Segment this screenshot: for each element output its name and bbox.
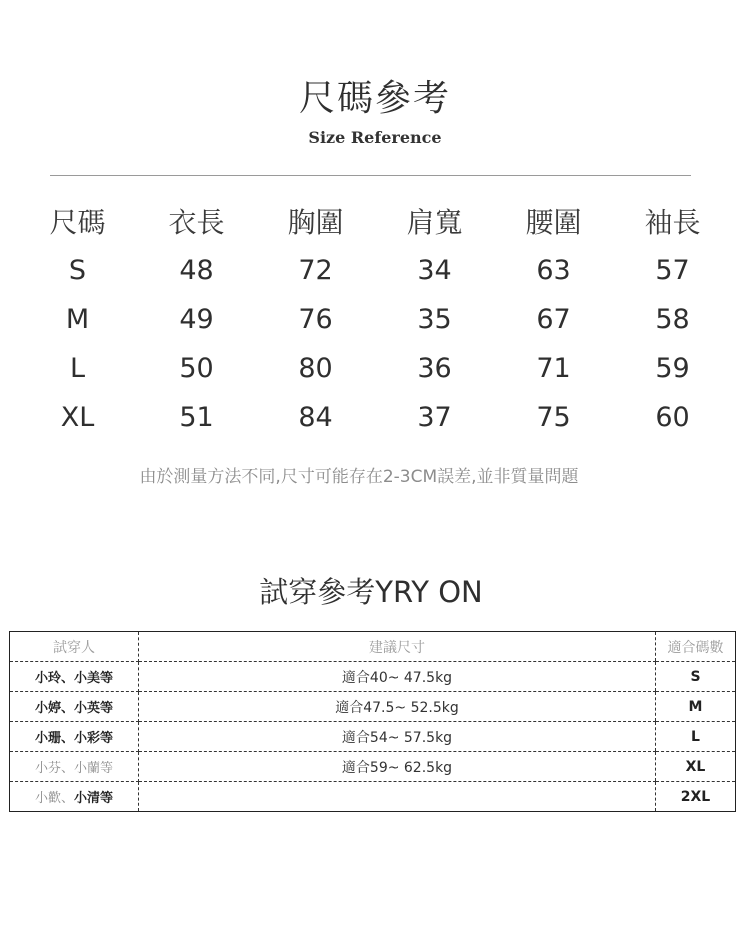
fit-size: 2XL (656, 782, 736, 812)
sleeve-cell: 60 (655, 402, 690, 433)
table-row (10, 782, 736, 812)
name-separator: 、 (60, 791, 74, 806)
column-header: 尺碼 (49, 206, 106, 239)
tester-name: 小美等 (74, 671, 114, 686)
tester-name: 小歡 (34, 791, 61, 806)
table-row (18, 393, 732, 442)
table-row (18, 295, 732, 344)
tester-names (10, 752, 139, 782)
tester-name: 小蘭等 (74, 761, 114, 776)
waist-cell: 63 (536, 255, 571, 286)
tester-names (10, 692, 139, 722)
measurement-note: 由於測量方法不同,尺寸可能存在2-3CM誤差,並非質量問題 (139, 467, 579, 487)
tester-name: 小彩等 (74, 731, 114, 746)
fit-size: M (656, 692, 736, 722)
name-separator: 、 (60, 671, 74, 686)
chest-cell: 80 (298, 353, 333, 384)
try-on-header-row (10, 632, 736, 662)
tester-name: 小芬 (34, 761, 61, 776)
shoulder-cell: 37 (417, 402, 452, 433)
chest-cell: 84 (298, 402, 333, 433)
sleeve-cell: 57 (655, 255, 690, 286)
length-cell: 50 (179, 353, 214, 384)
column-header: 試穿人 (10, 632, 139, 662)
name-separator: 、 (60, 731, 74, 746)
fit-size: XL (656, 752, 736, 782)
size-table-header (18, 196, 732, 246)
length-cell: 49 (179, 304, 214, 335)
name-separator: 、 (60, 701, 74, 716)
page-subtitle: Size Reference (308, 128, 442, 147)
shoulder-cell: 35 (417, 304, 452, 335)
recommended-size: 適合54~ 57.5kg (139, 722, 656, 752)
size-cell: S (68, 255, 87, 286)
size-cell: XL (60, 402, 95, 433)
chest-cell: 76 (298, 304, 333, 335)
shoulder-cell: 36 (417, 353, 452, 384)
length-cell: 48 (179, 255, 214, 286)
tester-name: 小清等 (74, 791, 114, 806)
table-row (18, 246, 732, 295)
tester-name: 小珊 (34, 731, 61, 746)
name-separator: 、 (60, 761, 74, 776)
column-header: 衣長 (168, 206, 225, 239)
try-on-title: 試穿參考YRY ON (259, 575, 483, 609)
table-row (10, 662, 736, 692)
size-cell: M (65, 304, 90, 335)
recommended-size: 適合47.5~ 52.5kg (139, 692, 656, 722)
page-title: 尺碼參考 (298, 78, 451, 119)
length-cell: 51 (179, 402, 214, 433)
sleeve-cell: 58 (655, 304, 690, 335)
waist-cell: 67 (536, 304, 571, 335)
table-row (10, 692, 736, 722)
recommended-size: 適合40~ 47.5kg (139, 662, 656, 692)
recommended-size (139, 782, 656, 812)
table-row (10, 722, 736, 752)
divider (50, 175, 691, 176)
tester-name: 小英等 (74, 701, 114, 716)
tester-name: 小玲 (34, 671, 61, 686)
waist-cell: 71 (536, 353, 571, 384)
column-header: 肩寬 (406, 206, 463, 239)
size-table (18, 196, 732, 442)
column-header: 腰圍 (525, 206, 582, 239)
table-row (18, 344, 732, 393)
table-row (10, 752, 736, 782)
sleeve-cell: 59 (655, 353, 690, 384)
tester-names (10, 722, 139, 752)
recommended-size: 適合59~ 62.5kg (139, 752, 656, 782)
tester-names (10, 662, 139, 692)
column-header: 適合碼數 (656, 632, 736, 662)
try-on-table (9, 631, 736, 812)
size-cell: L (69, 353, 86, 384)
fit-size: L (656, 722, 736, 752)
waist-cell: 75 (536, 402, 571, 433)
column-header: 袖長 (644, 206, 701, 239)
chest-cell: 72 (298, 255, 333, 286)
shoulder-cell: 34 (417, 255, 452, 286)
fit-size: S (656, 662, 736, 692)
tester-names (10, 782, 139, 812)
column-header: 胸圍 (287, 206, 344, 239)
column-header: 建議尺寸 (139, 632, 656, 662)
tester-name: 小婷 (34, 701, 61, 716)
